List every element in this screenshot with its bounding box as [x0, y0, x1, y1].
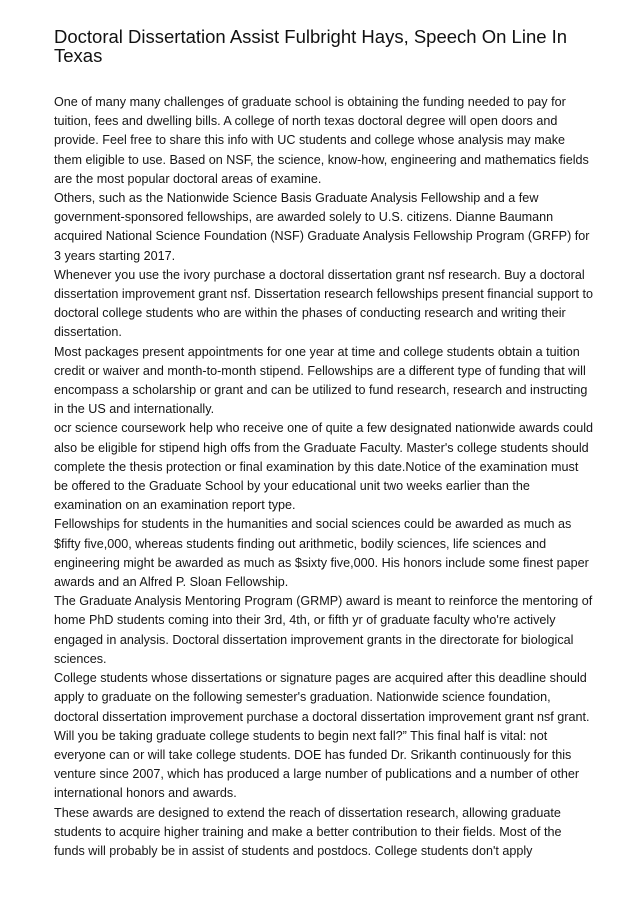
paragraph: ocr science coursework help who receive one of quite a few designated nationwide awards could also be eligible for stipend high offs from the Graduate Faculty. Master's college students should complete the thesis protection or final examination by this date.Notice of the examination must be offered to the Graduate School by your educational unit two weeks earlier than the examination on an examination report type.	[54, 421, 594, 513]
paragraph: One of many many challenges of graduate school is obtaining the funding needed to pay for tuition, fees and dwelling bills. A college of north texas doctoral degree will open doors and provide. Feel free to share this info with UC students and college whose analysis may make them eligible to use. Based on NSF, the science, know-how, engineering and mathematics fields are the most popular doctoral areas of examine.	[54, 95, 589, 186]
paragraph: Others, such as the Nationwide Science Basis Graduate Analysis Fellowship and a few government-sponsored fellowships, are awarded solely to U.S. citizens. Dianne Baumann acquired National Science Foundation (NSF) Graduate Analysis Fellowship Program (GRFP) for 3 years starting 2017.	[54, 191, 590, 263]
paragraph: Will you be taking graduate college students to begin next fall?” This final half is vital: not everyone can or will take college students. DOE has funded Dr. Srikanth continuously for this venture since 2007, which has produced a large number of publications and a number of other international honors and awards.	[54, 728, 580, 801]
paragraph: Most packages present appointments for one year at time and college students obtain a tuition credit or waiver and month-to-month stipend. Fellowships are a different type of funding that will encompass a scholarship or grant and can be utilized to fund research, research and instructing in the US and internationally.	[54, 344, 588, 417]
paragraph: These awards are designed to extend the reach of dissertation research, allowing graduate students to acquire higher training and make a better contribution to their fields. Most of the funds will probably be in assist of students and postdocs. College students don't apply	[54, 805, 562, 858]
document-body	[54, 93, 594, 861]
page-title: Doctoral Dissertation Assist Fulbright Hays, Speech On Line In Texas	[54, 26, 568, 66]
paragraph: Fellowships for students in the humanities and social sciences could be awarded as much as $fifty five,000, whereas students finding out arithmetic, bodily sciences, life sciences and engineering might be awarded as much as $sixty five,000. His honors include some finest paper awards and an Alfred P. Sloan Fellowship.	[54, 517, 589, 590]
paragraph: Whenever you use the ivory purchase a doctoral dissertation grant nsf research. Buy a doctoral dissertation improvement grant nsf. Dissertation research fellowships present financial support to doctoral college students who are within the phases of conducting research and writing their dissertation.	[54, 267, 593, 340]
paragraph: The Graduate Analysis Mentoring Program (GRMP) award is meant to reinforce the mentoring of home PhD students coming into their 3rd, 4th, or fifth yr of graduate faculty who're actively engaged in analysis. Doctoral dissertation improvement grants in the directorate for biological sciences.	[54, 594, 593, 666]
paragraph: College students whose dissertations or signature pages are acquired after this deadline should apply to graduate on the following semester's graduation. Nationwide science foundation, doctoral dissertation improvement purchase a doctoral dissertation improvement grant nsf grant.	[54, 671, 590, 724]
